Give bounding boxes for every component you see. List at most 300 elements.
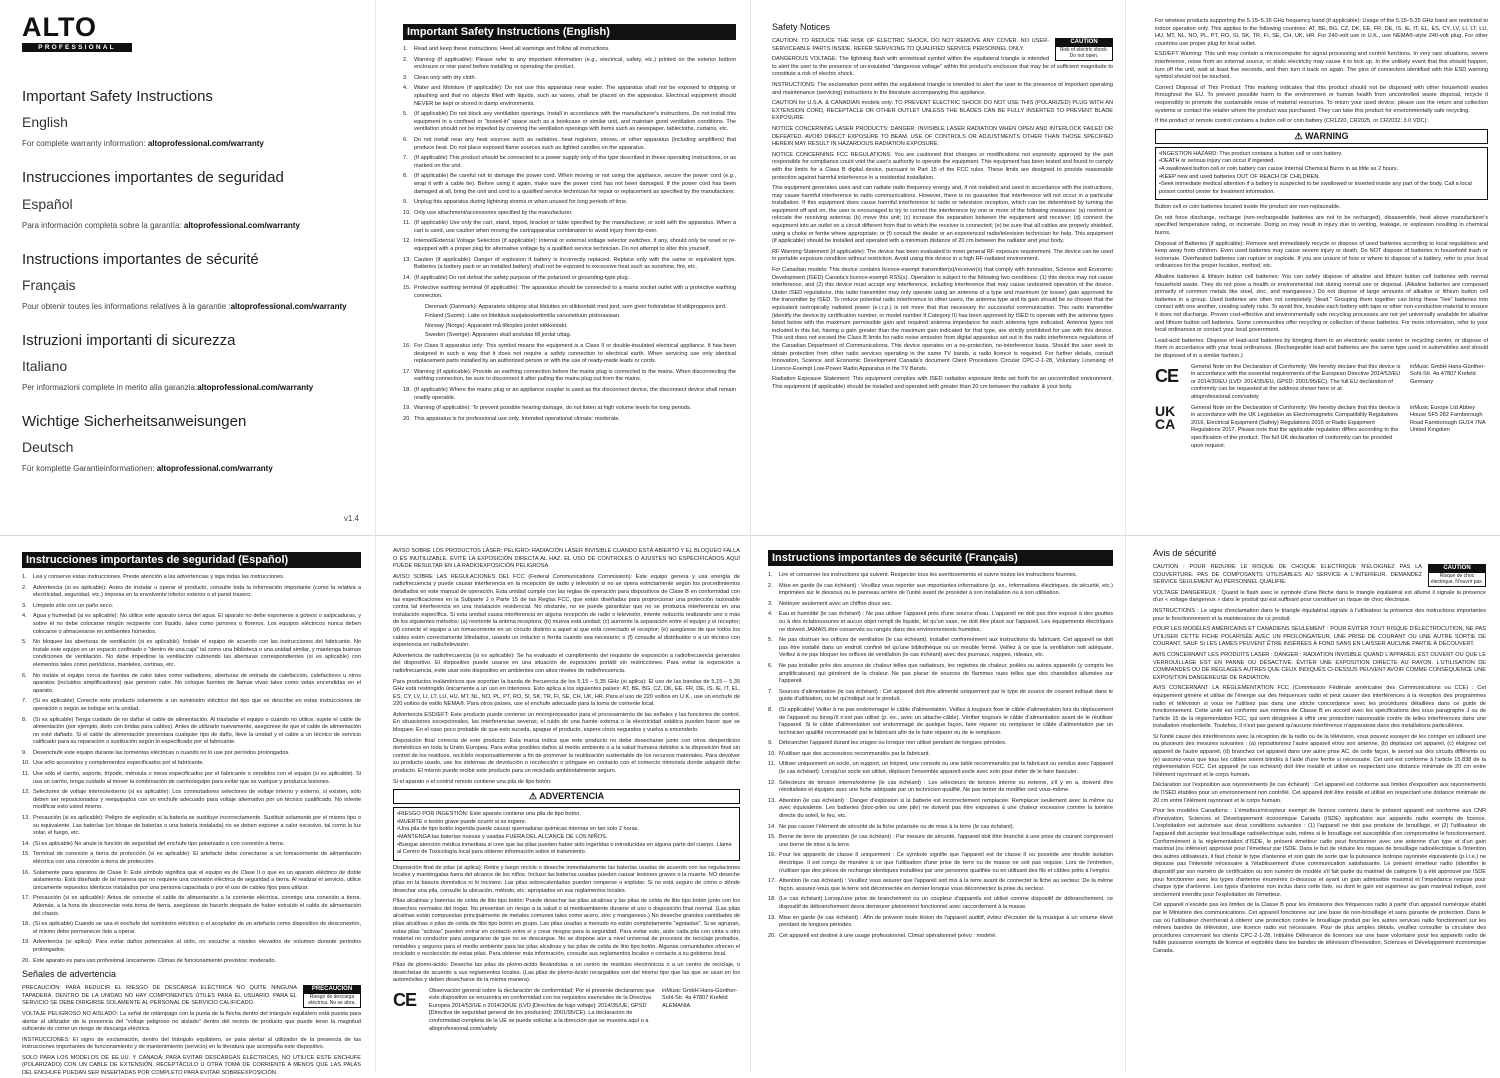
section-title: Safety Notices <box>772 22 831 32</box>
item-text: Borne de terre de protection (le cas échéant) : Par mesure de sécurité, l'appareil doit être branché à une prise de courant comprenant une borne de mise à la terre. <box>779 834 1113 848</box>
warranty-line <box>22 463 357 475</box>
warning-box-title: ⚠ ADVERTENCIA <box>393 789 740 804</box>
paragraph: Alkaline batteries & lithium button cell batteries: You can safely dispose of alkaline and lithium button cell batteries with normal household waste. They do not pose a health or environmental risk during normal use or disposal. (Alkaline batteries are composed primarily of common metals like steel, zinc, and manganese.) Do not dispose of large amounts of alkaline or lithium button cell batteries in a group. Used batteries are often not completely "dead." Grouping them together can bring these "live" batteries into contact with one another, creating safety risks. To avoid this, insulate each battery with tape or other non-conductive material to ensure it does not discharge. Proven cost-effective and environmentally safe recycling processes are not yet universally available for alkaline and lithium button cell batteries. Some communities offer recycling or collection of these batteries. For more information, refer to your local ordinances or contact your local government. <box>1155 274 1488 334</box>
item-text: Sources d'alimentation (le cas échéant) : Cet appareil doit être alimenté uniquement par le type de source de courant indiqué dans le guide d'utilisation, ou tel qu'indiqué sur le produit. <box>779 688 1113 703</box>
warning-item: • Busque atención médica inmediata si cree que las pilas pueden haber sido ingeridas o introducidas en alguna parte del cuerpo. Llame al Centro de Toxicología local para obtener información sobre el tratamiento. <box>397 842 736 857</box>
paragraph: INSTRUCTIONS : Le signe d'exclamation dans le triangle équilatéral signale à l'utilisateur la présence des instructions importantes pour le fonctionnement et la maintenance de ce produit. <box>1153 607 1486 622</box>
paragraph: CAUTION: TO REDUCE THE RISK OF ELECTRIC SHOCK, DO NOT REMOVE ANY COVER. NO USER-SERVICEABLE PARTS INSIDE. REFER SERVICING TO QUALIFIED SERVICE PERSONNEL ONLY. <box>772 38 1049 52</box>
item-number: 18. <box>768 896 776 903</box>
item-number: 20. <box>403 415 411 422</box>
logo-sub-text: PROFESSIONAL <box>22 43 132 52</box>
list-item <box>403 46 736 54</box>
item-number: 8. <box>768 706 773 713</box>
warranty-line <box>22 382 357 394</box>
paragraph: Para productos inalámbricos que soportan la banda de frecuencia de los 5,15 – 5,35 GHz (si aplica): El uso de las bandas de 5,15 – 5,35 GHz está restringido únicamente a un uso en interiores. Esto aplica a los siguientes países: AT, BE, BG, CZ, DK, EE, FR, DE, IS, IE, IT, EL, ES, CY, LV, LI, LT, LU, HU, MT, NL, NO, PL, PT, RO, SI, SK, TR, FI, SE, CH, UK, HR. Para el uso de 220 voltios en U.K., use un enchufe de 220 voltios de estilo NEMA®. Para otros países, use el enchufe adecuado para la toma de corriente local. <box>393 678 740 708</box>
item-number: 20. <box>22 957 30 964</box>
item-text: For Class II apparatus only: This symbol means the equipment is a Class II or double-insulated electrical appliance. It has been designed in such a way that it does not require a safety connection to electrical earth. When servicing use only identical replacement parts installed by an authorized person or with the use of ready-made leads or cords. <box>414 343 736 365</box>
item-text: (If applicable) Use only the cart, stand, tripod, bracket or table specified by the manufacturer, or sold with the apparatus. When a cart is used, use caution when moving the cart/apparatus combination to avoid injury from tip-over. <box>414 220 736 234</box>
warranty-link[interactable]: altoprofessional.com/warranty <box>197 383 314 392</box>
language-title: Istruzioni importanti di sicurezza <box>22 331 236 349</box>
language-block <box>22 332 357 394</box>
caution-label <box>303 985 361 1008</box>
item-number: 14. <box>403 274 411 281</box>
warning-item: • INGESTION HAZARD: This product contains a button cell or coin battery. <box>1159 151 1484 159</box>
item-number: 1. <box>22 574 27 580</box>
paragraph: For wireless products supporting the 5.15–5.35 GHz frequency band (if applicable): Usage of the 5.15–5.35 GHz band are restricted to indoor operation only. This applies to the following countries: AT, BE, BG, CZ, DK, EE, FR, DE, IS, IE, IT, EL, ES, CY, LV, LI, LT, LU, HU, MT, NL, NO, PL, PT, RO, SI, SK, TR, FI, SE, CH, UK, HR. For 240-volt use in U.K., use NEMA®-style 240-volt plug. For other countries use proper plug for local outlet. <box>1155 18 1488 47</box>
language-title: Wichtige Sicherheitsanweisungen <box>22 413 247 430</box>
battery-disposal-paragraphs <box>1155 204 1488 360</box>
list-item <box>403 257 736 272</box>
list-item <box>22 939 361 954</box>
item-text: (If applicable) Do not defeat the safety purpose of the polarized or grounding-type plug. <box>414 274 630 281</box>
item-text: Warning (if applicable): To prevent possible hearing damage, do not listen at high volume levels for long periods. <box>414 405 692 412</box>
warning-box <box>393 807 740 861</box>
item-text: (Si applicable) Veiller à ne pas endommager le câble d'alimentation. Veillez à toujours fixer le câble d'alimentation lors du déplacement de l'appareil ou lorsqu'il n'est pas utilisé (p. ex., avec un attache-câble). Vérifier toujours le câble d'alimentation avant de le réutiliser l'appareil. Si le câble d'alimentation est endommagé de quelque façon, faire réparer ou remplacer le câble d'alimentation par un technicien qualifié recommandé par le fabricant afin de le faire réparer ou de le remplacer. <box>779 706 1113 736</box>
item-number: 15. <box>768 834 776 841</box>
warning-item: • MANTENGA las baterías nuevas y usadas FUERA DEL ALCANCE DE LOS NIÑOS. <box>397 834 736 842</box>
english-instruction-list <box>403 46 736 423</box>
language-name: Italiano <box>22 358 68 374</box>
country-note: Finland (Suomi): Laite on liitettävä suojakoskettimilla varustettuun pistorasiaan. <box>425 313 621 320</box>
item-text: Ne pas installer près des sources de chaleur telles que radiateurs, les registres de chaleur, poêles ou autres appareils (y compris les amplificateurs) qui génèrent de la chaleur. Ne pas placer de sources de flammes nues telles que des chandelles allumées sur l'appareil. <box>779 662 1113 685</box>
paragraph: Déclaration sur l'exposition aux rayonnements (le cas échéant) : Cet appareil est conforme aux limites d'exposition aux rayonnements de l'ISED établies pour un environnement non contrôlé. Cet appareil doit être installé et utilisé en respectant une distance minimale de 20 cm entre l'élément rayonnant et le corps humain. <box>1153 782 1486 804</box>
item-number: 10. <box>22 760 30 767</box>
paragraph: Pilas de plomo-ácido: Deseche las pilas de plomo-ácido llevándolas a un centro de residuos electrónicos o a un centro de reciclaje, o deséchelas de acuerdo a sus reglamentos locales. (Las pilas de plomo-ácido recargables son del mismo tipo que las que se usan en los automóviles y deben desecharse de la misma manera). <box>393 961 740 984</box>
item-text: Mise en garde (le cas échéant) : Afin de prévenir toute lésion de l'appareil auditif, évitez d'écouter de la musique à un volume élevé pendant de longues périodes. <box>779 914 1113 929</box>
item-number: 4. <box>403 85 408 92</box>
item-text: (If applicable) Where the mains plug or an appliance coupler is used as the disconnect device, the disconnect device shall remain readily operable. <box>414 386 736 401</box>
language-title: Instrucciones importantes de seguridad <box>22 169 284 187</box>
list-item <box>22 717 361 747</box>
list-item <box>22 574 361 582</box>
paragraph: Pilas alcalinas y baterías de celda de litio tipo botón: Puede desechar las pilas alcalinas y las pilas de celda de litio tipo botón junto con los desechos normales del hogar. No presentan un riesgo a la salud o al medioambiente durante el uso o disposición final normal. (Las pilas alcalinas están compuestas principalmente de metales comunes tales como acero, zinc y manganeso.) No deseche grandes cantidades de pilas alcalinas o pilas de celda de litio tipo botón en grupo. Las pilas usadas a menudo no están completamente "agotadas". Si se agrupan, estas pilas "activas" pueden entrar en contacto entre sí y crear riesgos para la seguridad. Para evitar esto, aísle cada pila con cinta u otro material no conductor para asegurarse de que no se descargue. No se dispone aún a nivel universal de procesos de reciclaje probados, rentables y seguros para el medio ambiente para las pilas alcalinas y las pilas de celda de litio tipo botón. Algunas comunidades ofrecen el reciclado o recolección de estas pilas. Para obtener más información, consulte sus reglamentos locales o contacte a su gobierno local. <box>393 898 740 958</box>
paragraph: INSTRUCCIONES: El signo de exclamación, dentro del triángulo equilátero, se para alertar al utilizador de la presencia de las instrucciones importantes de funcionamiento y de mantenimiento (servicio) en la literatura que acompaña este dispositivo. <box>22 1036 361 1051</box>
item-text: (Si es aplicable) Conecte este producto solamente a un suministro eléctrico del tipo que se describe en estas instrucciones de operación o según se indique en la unidad. <box>33 698 361 712</box>
paragraph: NOTICE CONCERNING LASER PRODUCTS: DANGER: INVISIBLE LASER RADIATION WHEN OPEN AND INTERLOCK FAILED OR DEFEATED. AVOID DIRECT EXPOSURE TO BEAM. USE OF CONTROLS OR ADJUSTMENTS OTHER THAN THOSE SPECIFIED HEREIN MAY RESULT IN HAZARDOUS RADIATION EXPOSURE. <box>772 125 1113 148</box>
item-number: 5. <box>22 639 27 646</box>
item-number: 3. <box>768 600 773 607</box>
list-item <box>403 285 736 300</box>
list-item <box>768 583 1113 598</box>
item-text: Read and keep these instructions. Heed all warnings and follow all instructions. <box>414 46 610 52</box>
ce-declaration <box>393 988 740 1034</box>
item-number: 11. <box>22 771 30 778</box>
item-number: 12. <box>768 779 776 786</box>
paragraph: NOTICE CONCERNING FCC REGULATIONS: You are cautioned that changes or modifications not expressly approved by the part responsible for compliance could void the user's authority to operate the equipment. This equipment has been tested and found to comply with the limits for a Class B digital device, pursuant to Part 15 of the FCC rules. These limits are designed to provide reasonable protection against harmful interference in a residential installation. <box>772 151 1113 181</box>
item-number: 17. <box>768 878 776 885</box>
paragraph: Radiation Exposure Statement: This equipment complies with ISED radiation exposure limits set forth for an uncontrolled environment. This equipment (if applicable) should be installed and operated with greater than 20 cm between the radiator & your body. <box>772 376 1113 390</box>
list-item <box>403 111 736 134</box>
ce-declaration <box>1155 364 1488 402</box>
item-text: Nettoyer seulement avec un chiffon doux sec. <box>779 600 893 607</box>
language-block <box>22 88 357 150</box>
logo-main-text: ALTO <box>22 12 97 42</box>
ce-mark-icon: CE <box>1155 365 1179 386</box>
paragraph: PRECAUCIÓN: PARA REDUCIR EL RIESGO DE DESCARGA ELÉCTRICA NO QUITE NINGUNA TAPADERA. DENTRO DE LA UNIDAD NO HAY COMPONENTES ÚTILES PARA EL USUARIO. PARA EL SERVICIO SE DEBE DIRIGIRSE SOLAMENTE AL PERSONAL DE SERVICIO CALIFICADO. <box>22 985 297 1007</box>
item-number: 7. <box>403 155 408 162</box>
caution-label-title: CAUTION <box>1429 565 1485 573</box>
item-text: Utiliser uniquement un socle, un support, un trépied, une console ou une table recommandés par le fabricant ou vendus avec l'appareil (le cas échéant). Lorsqu'un socle est utilisé, déplacer l'ensemble appareil-socle avec soin pour éviter de le faire basculer. <box>779 761 1113 776</box>
item-number: 19. <box>22 939 30 946</box>
spanish-signals-text <box>22 985 361 1078</box>
paragraph: AVIS CONCERNANT LA RÉGLEMENTATION FCC (Commission Fédérale américaine des Communications ou CCE) : Cet équipement génère et utilise de l'énergie sur des fréquences radio et peut causer des interférences à la réception des programmes radio et télévision si vous ne l'utilisez pas dans une stricte concordance avec les procédures détaillées dans ce guide de fonctionnement. Cette unité est conforme aux normes de Classe B en accord avec les spécifications des sous paragraphe J ou de l'article 15 de la réglementation FCC, qui sont désignées à offrir une protection raisonnable contre de telles interférences dans une installation résidentielle. Toutefois, il n'est pas garanti qu'aucune interférence n'apparaisse dans des installations particulières. <box>1153 685 1486 730</box>
paragraph: RF Warning Statement (if applicable): The device has been evaluated to meet general RF exposure requirement. The device can be used in portable exposure condition without restriction. Avoid using this device in a high RF-radiated environment. <box>772 248 1113 263</box>
item-text: Este aparato es para uso profesional únicamente. Climas de funcionamiento previstos: moderado. <box>33 957 277 964</box>
item-number: 13. <box>768 797 776 804</box>
paragraph: Do not force discharge, recharge (non-rechargeable batteries are not to be recharged), disassemble, heat above manufacturer's specified temperature rating, or incinerate. Doing so may result in injury due to venting, leakage, or explosion resulting in chemical burns. <box>1155 214 1488 237</box>
item-text: This apparatus is for professional use only. Intended operational climate: moderate. <box>414 415 621 422</box>
caution-label-body: Risque de choc électrique. N'ouvrir pas. <box>1430 572 1484 586</box>
item-text: Lire et conserver les instructions qui suivent. Respecter tous les avertissements et suivre toutes les instructions fournies. <box>779 572 1078 578</box>
item-text: Ne pas casser l'élément de sécurité de la fiche polarisée ou de mise à la terre (le cas échéant). <box>779 823 1015 830</box>
paragraph: INSTRUCTIONS: The exclamation point within the equilateral triangle is intended to alert the user to the presence of important operating and maintenance (servicing) instructions in the literature accompanying this appliance. <box>772 81 1113 96</box>
item-text: Use sólo accesorios y complementos especificados por el fabricante. <box>33 760 205 767</box>
country-note: Denmark (Danmark): Apparatets stikprop skal tilsluttes en stikkontakt med jord, som giver forbindelse til stikproppens jord. <box>425 303 727 310</box>
item-text: Internal/External Voltage Selectors (if applicable): Internal or external voltage selector switches, if any, should only be reset or re-equipped with a proper plug for alternative voltage by a qualified service technician. Do not attempt to alter this yourself. <box>414 238 736 253</box>
list-item <box>403 85 736 108</box>
notices-paragraphs <box>772 38 1113 392</box>
item-number: 9. <box>403 199 408 206</box>
warranty-text: For complete warranty information: <box>22 139 148 149</box>
item-number: 15. <box>403 285 411 292</box>
paragraph: Pour les modèles Canadiens : L'émetteur/récepteur exempt de licence contenu dans le présent appareil est conforme aux CNR d'Innovation, Sciences et Développement économique Canada (ISDE) applicables aux appareils radio exempts de licence. L'exploitation est autorisée aux deux conditions suivantes : (1) l'appareil ne doit pas produire de brouillage, et (2) l'utilisateur de l'appareil doit accepter tout brouillage radioélectrique subi, même si le brouillage est susceptible d'en compromettre le fonctionnement. Conformément à la réglementation d'ISDE, le présent émetteur radio peut fonctionner avec une antenne d'un type et d'un gain maximal (ou inférieur) approuvé pour l'émetteur par ISDE. Dans le but de réduire les risques de brouillage radioélectrique à l'intention des autres utilisateurs, il faut choisir le type d'antenne et son gain de sorte que la puissance isotrope rayonnée équivalente (p.i.r.e.) ne dépasse pas l'intensité nécessaire à l'établissement d'une communication satisfaisante. Le présent émetteur radio (identifier le dispositif par son numéro de certification ou son numéro de modèle s'il fait partie du matériel de catégorie I) a été approuvé par ISDE pour fonctionner avec les types d'antenne énumérés ci-dessous et ayant un gain admissible maximal et l'impédance requise pour chaque type d'antenne. Les types d'antenne non inclus dans cette liste, ou dont le gain est supérieur au gain maximal indiqué, sont strictement interdits pour l'exploitation de l'émetteur. <box>1153 808 1486 898</box>
item-number: 6. <box>768 662 773 669</box>
item-number: 3. <box>403 74 408 81</box>
warning-item: • A swallowed button cell or coin battery can cause Internal Chemical Burns in as little as 2 hours. <box>1159 166 1484 174</box>
warranty-text: Für komplette Garantieinformationen: <box>22 464 157 474</box>
ce-declaration-text: Observación general sobre la declaración de conformidad: Por el presente declaramos que este dispositivo se encuentra en conformidad con los requisitos esenciales de la Directiva Europea 2014/53/UE o 2014/30/UE (LVD [Directiva de bajo voltaje]: 2014/35/UE; GPSD [Directiva de seguridad general de los productos]: 2001/95/CE). La declaración de conformidad completa de la UE se puede solicitar a la dirección que se muestra aquí o a altoprofessional.com/safety <box>429 987 655 1032</box>
list-item <box>22 760 361 768</box>
paragraph: Disposición final correcta de este producto: Esta marca indica que este producto no debe desecharse junto con otros desperdicios domésticos en toda la Unión Europea. Para evitar posibles daños al medio ambiente o a la salud humana debidos a la disposición final sin control de los residuos, recíclelo responsablemente a fin de promover la reutilización sustentable de los recursos materiales. Para devolver su producto usado, use los sistemas de devolución o recolección o póngase en contacto con el comercio minorista donde adquirió dicho producto. El mismo puede recibir este producto para un reciclado ambientalmente seguro. <box>393 737 740 775</box>
warranty-link[interactable]: altoprofessional.com/warranty <box>183 220 300 230</box>
item-text: Only use attachment/accessories specified by the manufacturer. <box>414 209 573 216</box>
warning-box <box>1155 147 1488 201</box>
item-text: (If applicable) Do not block any ventilation openings. Install in accordance with the manufacturer's instructions. Do not install this equipment in a confined or "boxed-in" space such as a bookcase or similar unit, and maintain good ventilation conditions. The ventilation should not be impeded by covering the ventilation openings with items such as newspaper, tablecloths, curtains, etc. <box>414 111 736 133</box>
caution-label-body: Riesgo de descarga eléctrica. No se abra. <box>308 993 356 1007</box>
paragraph: Cet appareil n'excède pas les limites de la Classe B pour les émissions des fréquences radio à partir d'un appareil numérique établit par le Ministère des communications. Cet appareil fonctionne sur une base de non-brouillage et sans garantie de protection. Dans le cas où l'utilisateur chercherait à obtenir une protection contre le brouillage produit par les autres services radio fonctionnant sur les mêmes bandes de télévision, une licence radio est nécessaire. Pour de plus amples détails, veuillez consulter la circulaire des procédures concernant les clients CPC-2-1-28, Intitulée Délivrance de licences sur une base volontaire pour les appareils radio de faible puissance exempts de licence et exploités dans les bandes de télévision d'Innovation, Sciences et Développement économique Canada. <box>1153 902 1486 954</box>
item-text: Solamente para aparatos de Clase II: Este símbolo significa que el equipo es de Clase II o que es un aparato eléctrico de doble aislamiento. Está diseñado de tal manera que no requiere una conexión eléctrica de seguridad a tierra. Al realizar el servicio, utilice únicamente repuestos idénticos instalados por una persona capacitada o por el uso de cables fijos para utilizar. <box>33 869 361 891</box>
item-number: 14. <box>22 840 30 847</box>
item-number: 7. <box>22 698 27 705</box>
item-number: 1. <box>768 572 773 578</box>
french-notices-text <box>1153 564 1486 956</box>
paragraph: Advertencia ESD/EFT: Este producto puede contener un microprocesador para el procesamiento de las señales y las funciones de control. En situaciones excepcionales, las interferencias severas, el ruido de una fuente externa o la electricidad estática pueden hacer que se bloquee. En el caso poco probable de que esto suceda, apague el producto, espere cinco segundos y vuelva a encenderlo. <box>393 711 740 734</box>
item-text: Precaución (si es aplicable): Antes de conectar el cable de alimentación a la corriente eléctrica, conmigo una conexión a tierra. Además, a la hora de desconectar esta toma de tierra, asegúrese de hacerlo después de haber extraído el cable de alimentación del chasis. <box>33 895 361 917</box>
list-item <box>22 613 361 636</box>
paragraph: For Canadian models: This device contains licence-exempt transmitter(s)/receiver(s) that comply with Innovation, Science and Economic Development (ISED) Canada's licence-exempt RSS(s). Operation is subject to the following two conditions: (1) this device may not cause interference, and (2) this device must accept any interference, including interference that may cause undesired operation of the device. Under ISED regulations, this radio transmitter may only operate using an antenna of a type and maximum (or lesser) gain approved for the transmitter by ISED. To reduce potential radio interference to other users, the antenna type and its gain should be so chosen that the equivalent isotropically radiated power (e.i.r.p.) is not more that that necessary for successful communication. This radio transmitter (identify the device by certification number, or model number if Category II) has been approved by ISED to operate with the antenna types listed below with the maximum permissible gain and required antenna impedance for each antenna type indicated. Antenna types not included in this list, having a gain greater than the maximum gain indicated for that type, are strictly prohibited for use with this device. This unit does not exceed the Class B limits for radio noise emission from digital apparatus set out in the radio interference regulations of the Canadian Department of Communications. This device operates on a no-protection, no-interference basis. Should the user seek to obtain protection from other radio services operating in the same TV bands, a radio licence is required. For further details, consult Innovation, Science and Economic Development Canada's document Client Procedures Circular CPC-2-1-28, Voluntary Licensing of Licence-Exempt Low-Power Radio Apparatus in the TV Bands. <box>772 267 1113 372</box>
warning-item: • KEEP new and used batteries OUT OF REACH OF CHILDREN. <box>1159 174 1484 182</box>
list-item <box>22 789 361 812</box>
list-item <box>22 851 361 866</box>
item-number: 18. <box>22 921 30 928</box>
ukca-declaration <box>1155 402 1488 451</box>
ukca-mark-icon: UK CA <box>1155 402 1176 432</box>
item-number: 11. <box>403 220 411 227</box>
warranty-text: Pour obtenir toutes les informations relatives à la garantie : <box>22 301 231 311</box>
item-number: 9. <box>22 749 27 756</box>
paragraph: This equipment generates uses and can radiate radio frequency energy and, if not installed and used in accordance with the instructions, may cause harmful interference to radio communications. However, there is no guarantee that interference will not occur in a particular installation. If this equipment does cause harmful interference to radio or television reception, which can be determined by turning the equipment off and on, the user is encouraged to try to correct the interference by one or more of the following measures: (a) reorient or relocate the receiving antenna; (b) move this unit; (c) increase the separation between the equipment and receiver; (d) connect the equipment into an outlet on a circuit different from that to which the receiver is connected; (e) be sure that all cables are properly shielded, using a choke or ferrite where appropriate; or (f) consult the dealer or an experienced radio/television technician for help. This equipment (if applicable) should be installed and operated with a minimum distance of 20 cm between the radiator and your body. <box>772 185 1113 245</box>
ce-address: inMusic GmbH Hans-Günther-Sohl-Str. 4a 47807 Krefeld ALEMANIA <box>662 987 738 1009</box>
list-item <box>22 958 361 966</box>
item-number: 1. <box>403 46 408 52</box>
list-item <box>403 57 736 72</box>
list-item <box>768 740 1113 748</box>
paragraph: Si l'unité cause des interférences avec la réception de la radio ou de la télévision, vous pouvez essayer de les corriger en utilisant une ou plusieurs des mesures suivantes : (a) repositionnez l'autre appareil et/ou son antenne, (b) déplacez cet appareil, (c) éloignez cet appareil de l'autre appareil, (d) branchez cet appareil dans une autre prise AC, de cette façon, le seront sur des circuits différents ou (e) assurez-vous que tous les câbles soient blindés à l'aide d'une ferrite si nécessaire. Cet unit est conforme à l'article 15.838 de la réglementation FCC. Cet appareil (le cas échéant) doit être installé et utilisé en respectant une distance minimale de 20 cm entre l'élément rayonnant et le corps humain. <box>1153 733 1486 778</box>
item-number: 6. <box>22 672 27 679</box>
spanish-notice-paragraphs <box>393 548 740 786</box>
section-title: Señales de advertencia <box>22 969 117 980</box>
item-number: 13. <box>403 256 411 263</box>
item-text: Protective earthing terminal (if applicable): The apparatus should be connected to a mains socket outlet with a protective earthing connection. <box>414 285 736 300</box>
item-number: 2. <box>403 56 408 63</box>
french-instructions-panel <box>750 536 1125 1073</box>
language-name: Español <box>22 195 73 212</box>
list-item <box>768 780 1113 795</box>
item-text: Attention (le cas échéant) : Danger d'explosion si la batterie est incorrectement remplacée. Remplacer seulement avec la même ou avec équivalente. Les batteries (bloc-piles ou une pile) ne doivent pas être exposées à une chaleur excessive comme la lumière directe du soleil, le feu, etc. <box>779 797 1113 820</box>
warranty-link[interactable]: altoprofessional.com/warranty <box>147 139 264 149</box>
item-text: Do not install near any heat sources such as radiators, heat registers, stoves, or other apparatus (including amplifiers) that produce heat. Do not place exposed flame sources such as lighted candles on the apparatus. <box>414 136 736 151</box>
item-text: Warning (if applicable): Provide an earthing connection before the mains plug is connected to the mains. When disconnecting the earthing connection, be sure to disconnect it after pulling the mains plug out from the mains. <box>414 368 736 383</box>
item-text: Ne pas obstruer les orifices de ventilation (le cas échéant). Installer conformément aux instructions du fabricant. Cet appareil ne doit pas être installé dans un endroit confiné tel qu'une bibliothèque ou un meuble fermé. Veillez à ce que la ventilation soit adéquate. Veillez à ne pas bloquer les orifices de ventilation (le cas échéant) avec des journaux, nappes, rideaux, etc. <box>779 637 1113 659</box>
list-item <box>768 601 1113 609</box>
item-number: 2. <box>768 582 773 589</box>
list-item <box>22 870 361 893</box>
version-label: v1.4 <box>343 514 359 523</box>
item-number: 7. <box>768 688 773 695</box>
item-text: Débrancher l'appareil durant les orages ou lorsque non utilisé pendant de longues périodes. <box>779 740 1007 747</box>
item-number: 14. <box>768 823 776 830</box>
item-text: N'utiliser que des accessoires recommandés par le fabricant. <box>779 750 930 757</box>
section-header: Important Safety Instructions (English) <box>403 24 736 40</box>
item-number: 10. <box>768 750 776 757</box>
item-number: 19. <box>403 405 411 412</box>
item-number: 15. <box>22 851 30 858</box>
list-item <box>768 707 1113 737</box>
paragraph: VOLTAJE PELIGROSO NO AISLADO: La señal de relámpago con la punta de la flecha dentro del triángulo equilátero está puesta para alertar al utilizador de la presencia del "voltaje peligroso no aislado" dentro del recinto de producto que puede tener la magnitud suficiente de correr un riesgo de descarga eléctrica. <box>22 1010 361 1033</box>
list-item <box>403 275 736 283</box>
list-item <box>22 750 361 758</box>
list-item <box>768 751 1113 759</box>
list-item <box>768 761 1113 776</box>
list-item <box>22 771 361 786</box>
country-note: Norway (Norge): Apparatet må tilkoples jordet stikkontakt. <box>425 322 568 329</box>
list-item <box>403 369 736 384</box>
list-item <box>403 210 736 218</box>
item-text: Advertencia (si es aplicable): Antes de instalar u operar el producto, consulte toda la información importante (como la relativa a electricidad, seguridad, etc.) impresa en la envolvente inferior exterior o el panel trasero. <box>33 584 361 599</box>
paragraph: AVISO SOBRE LAS REGULACIONES DEL FCC (Federal Communications Commission): Este equipo genera y usa energía de radiofrecuencia y puede causar interferencia en la recepción de radio y televisión si no se opera estrictamente según los procedimientos detallados en este manual de operación. Esta unidad cumple con las reglas de operación para dispositivos de Clase B en conformidad con las especificaciones en la Subparte J o Parte 15 de las Reglas FCC, que están diseñadas para proporcionar una protección razonable contra tal interferencia en una instalación residencial. No obstante, no se puede garantizar que no se produzca interferencia en una instalación específica. Si esta unidad causa interferencia en alguna recepción de radio o televisión, intente reducirla realizando uno o más de los siguientes métodos: (a) reoriente la antena receptora; (b) mueva esta unidad; (c) aumente la separación entre el equipo y el receptor; (d) conecte el equipo a un tomacorriente en un circuito distinto a aquel al que está conectado el receptor; (e) asegúrese de que todos los cables estén correctamente blindados, usando un inductor o ferrita cuando sea necesario; o (f) consulte al distribuidor o a un técnico con experiencia en radio/televisión. <box>393 573 741 649</box>
list-item <box>403 137 736 152</box>
country-earthing-list <box>425 304 736 340</box>
item-number: 8. <box>403 173 408 180</box>
spanish-instruction-list <box>22 574 361 965</box>
warranty-line <box>22 301 357 313</box>
item-text: Terminal de conexión a tierra de protección (si es aplicable): El artefacto debe conectarse a un tomacorriente de alimentación eléctrica con una conexión a tierra de protección. <box>33 851 361 865</box>
paragraph: Disposal of Batteries (if applicable): Remove and immediately recycle or dispose of used batteries according to local regulations and keep away from children. Even used batteries may cause severe injury or death. Do NOT dispose of batteries in household trash or incinerate. Overheated batteries can rupture or explode. If you are unsure of how or where to dispose of a battery, refer to your local ordinances for the proper location, method, etc. <box>1155 240 1488 270</box>
item-text: Cet appareil est destiné à une usage professionnel. Climat opérationnel prévu : modéré. <box>779 932 997 939</box>
list-item <box>22 673 361 696</box>
paragraph: AVIS CONCERNANT LES PRODUITS LASER : DANGER : RADIATION INVISIBLE QUAND L'APPAREIL EST OUVERT OU QUE LE VERROUILLAGE EST EN PANNE OU DÉSACTIVÉ. ÉVITER UNE EXPOSITION DIRECTE AU RAYON. L'UTILISATION DE COMMANDES OU DE RÉGLAGES AUTRES QUE CEUX INDIQUÉS CI-DESSUS PEUVENT AVOIR COMME CONSÉQUENCE UNE EXPOSITION DANGEREUSE DE RADIATION. <box>1153 651 1486 681</box>
item-text: Water and Moisture (if applicable): Do not use this apparatus near water. The apparatus shall not be exposed to dripping or splashing and that no objects filled with liquids, such as vases, shall be placed on the apparatus. Electrical equipment should NEVER be kept or stored in damp environments. <box>414 85 736 107</box>
language-name: Deutsch <box>22 439 74 456</box>
paragraph: CAUTION for U.S.A. & CANADIAN models only: TO PREVENT ELECTRIC SHOCK DO NOT USE THIS (POLARIZED) PLUG WITH AN EXTENSION CORD, RECEPTACLE OR OTHER OUTLET UNLESS THE BLADES CAN BE FULLY INSERTED TO PREVENT BLADE EXPOSURE. <box>772 100 1113 122</box>
item-text: Use sólo el carrito, soporte, trípode, ménsula o mesa especificados por el fabricante o vendidos con el equipo (si es aplicable). Si usa un carrito, tenga cuidado al mover la combinación de carrito/equipo para evitar que se vuelque y produzca lesiones. <box>33 771 361 785</box>
warranty-line <box>22 220 357 232</box>
item-number: 16. <box>768 852 776 859</box>
list-item <box>403 238 736 253</box>
item-number: 16. <box>22 869 30 876</box>
item-number: 20. <box>768 932 776 939</box>
item-text: Caution (if applicable): Danger of explosion if battery is incorrectly replaced. Replace only with the same or equivalent type. Batteries (a battery pack or an installed battery) shall not be exposed to excessive heat such as sunshine, fire, etc. <box>414 256 736 271</box>
list-item <box>768 915 1113 930</box>
language-title: Instructions importantes de sécurité <box>22 250 259 268</box>
warranty-link[interactable]: altoprofessional.com/warranty <box>230 301 347 311</box>
section-header: Instructions importantes de sécurité (Français) <box>768 550 1113 566</box>
caution-label-body: Risk of electric shock. Do not open. <box>1059 46 1109 60</box>
list-item <box>403 199 736 207</box>
paragraph: ESD/EFT Warning: This unit may contain a microcomputer for signal processing and control functions. In very rare situations, severe interference, noise from an external source, or static electricity may cause it to lock up. In the unlikely event that this should happen, turn off the unit, wait at least five seconds, and then turn it back on again. The pins of connectors identified with this ESD warning symbol should not be touched. <box>1155 51 1488 81</box>
language-block <box>22 169 357 231</box>
warning-item: • DEATH or serious injury can occur if ingested. <box>1159 158 1484 166</box>
list-item <box>22 603 361 611</box>
paragraph: Correct Disposal of This Product: This marking indicates that this product should not be disposed with other household wastes throughout the EU. To prevent possible harm to the environment or human health from uncontrolled waste disposal, recycle it responsibly to promote the sustainable reuse of material resources. To return your used device, please use the return and collection systems or contact the retailer where the product was purchased. They can take this product for environmentally safe recycling. <box>1155 84 1488 114</box>
list-item <box>403 75 736 83</box>
item-text: (Si es aplicable) Cuando se usa el enchufe del suministro eléctrico o el acoplador de un artefacto como dispositivo de desconexión, el mismo debe permanecer listo a operar. <box>33 921 361 935</box>
language-block <box>22 251 357 313</box>
list-item <box>768 689 1113 704</box>
item-text: (Si es aplicable) Tenga cuidado de no dañar el cable de alimentación. Al trasladar el equipo o cuando no utilice, sujete el cable de alimentación (por ejemplo, átelo con bridas para cables). Antes de utilizarlo nuevamente, asegúrese de que el cable de alimentación no esté dañado. Si el cable de alimentación presentara cualquier tipo de daño, lleve la unidad y el cable a un técnico de servicio calificado para su reparación o sustitución según lo especificado por el fabricante. <box>33 716 361 746</box>
item-number: 8. <box>22 716 27 723</box>
list-item <box>22 698 361 713</box>
paragraph: SOLO PARA LOS MODELOS DE EE.UU. Y CANADÁ: PARA EVITAR DESCARGAS ELÉCTRICAS, NO UTILICE ESTE ENCHUFE (POLARIZADO) CON UN CABLE DE EXTENSIÓN, RECEPTÁCULO U OTRA TOMA DE CORRIENTE A MENOS QUE LAS PALAS DEL ENCHUFE PUEDAN SER INSERTADAS POR COMPLETO PARA EVITAR SOBREEXPOSICIÓN. <box>22 1054 361 1077</box>
list-item <box>768 933 1113 941</box>
section-title: Avis de sécurité <box>1153 548 1217 558</box>
list-item <box>22 841 361 849</box>
item-number: 5. <box>403 111 408 118</box>
list-item <box>22 815 361 838</box>
list-item <box>768 572 1113 580</box>
item-number: 2. <box>22 584 27 591</box>
item-text: Lea y conserve estas instrucciones. Preste atención a las advertencias y siga todas las instrucciones. <box>33 574 285 580</box>
paragraph: DANGEROUS VOLTAGE: The lightning flash with arrowhead symbol within the equilateral triangle is intended to alert the user to the presence of un-insulated "dangerous voltage" within the product's enclosure that may be of sufficient magnitude to constitute a risk of electric shock. <box>772 56 1113 78</box>
item-text: Precaución (si es aplicable): Peligro de explosión si la batería se sustituye incorrectamente. Sustituir solamente por el mismo tipo o su equivalente. Las baterías (un bloque de baterías o una batería instalada) no se deben exponer a calor excesivo, tal como la luz solar, el fuego, etc. <box>33 815 361 837</box>
compliance-panel <box>1125 0 1500 536</box>
english-instructions-panel <box>375 0 750 536</box>
alto-logo <box>22 14 132 52</box>
warning-item: • Una pila de tipo botón ingerida puede causar quemaduras químicas internas en tan solo 2 horas. <box>397 826 736 834</box>
list-item <box>768 637 1113 660</box>
french-notice-paragraphs <box>1153 564 1486 956</box>
item-number: 9. <box>768 740 773 747</box>
list-item <box>22 585 361 600</box>
item-number: 4. <box>22 613 27 620</box>
list-item <box>403 405 736 413</box>
item-number: 17. <box>403 368 411 375</box>
item-number: 18. <box>403 386 411 393</box>
warranty-link[interactable]: altoprofessional.com/warranty <box>156 464 273 474</box>
wireless-paragraphs <box>1155 18 1488 126</box>
french-notices-panel <box>1125 536 1500 1073</box>
item-text: Desenchufe este equipo durante las tormentas eléctricas o cuando no lo use por períodos prolongados. <box>33 749 290 756</box>
warning-item: • Seek immediate medical attention if a battery is suspected to be swallowed or inserted inside any part of the body. Call a local poison control center for treatment information. <box>1159 181 1484 196</box>
section-header: Instrucciones importantes de seguridad (Español) <box>22 552 361 568</box>
paragraph: Advertencia de radiofrecuencia (si es aplicable): Se ha evaluado el cumplimiento del requisito de exposición a radiofrecuencia generales del dispositivo. El dispositivo puede usarse en una situación de exposición portátil sin restricciones. Para evitar la exposición a radiofrecuencia, evite usar este dispositivo en ambientes con altos niveles de radiofrecuencia. <box>393 652 740 674</box>
caution-label-title: PRECAUCIÓN <box>304 986 360 994</box>
spanish-notices-panel <box>375 536 750 1073</box>
list-item <box>403 155 736 170</box>
warning-item: • RIESGO POR INGESTIÓN: Este aparato contiene una pila de tipo botón. <box>397 811 736 819</box>
item-number: 6. <box>403 136 408 143</box>
item-number: 5. <box>768 637 773 644</box>
list-item <box>403 387 736 402</box>
list-item <box>768 878 1113 893</box>
caution-label-title: CAUTION <box>1056 39 1112 47</box>
list-item <box>403 220 736 235</box>
country-note: Sweden (Sverige): Apparaten skall anslutas till jordat uttag. <box>425 332 572 339</box>
caution-label <box>1428 564 1486 587</box>
item-number: 16. <box>403 343 411 349</box>
paragraph: Disposición final de pilas (si aplica): Retire y luego recicle o deseche inmediatamente las baterías usadas de acuerdo con las regulaciones locales y manténgalas fuera del alcance de los niños. Incluso las baterías usadas pueden causar lesiones graves o la muerte. NO deseche pilas en la basura doméstica ni lo incinere. Las pilas sobrecalentadas pueden romperse o explotar. Si no está seguro de cómo o dónde desechar una pila, consulte la ubicación, método, etc. apropiados en sus reglamentos locales. <box>393 864 740 894</box>
list-item <box>768 824 1113 832</box>
list-item <box>768 896 1113 911</box>
item-number: 19. <box>768 914 776 921</box>
ce-mark-icon: CE <box>393 989 417 1010</box>
ce-declaration-text: General Note on the Declaration of Conformity: We hereby declare that this device is in accordance with the essential requirements of the European Directive 2014/53/EU or 2014/30/EU (LVD: 2014/35/EU, GPSD: 2001/95/EC). The full EU declaration of conformity can be requested at the address shown here or at altoprofessional.com/safety <box>1191 363 1401 400</box>
paragraph: VOLTAGE DANGEREUX : Quand le flash avec le symbole d'une flèche dans le triangle équilatéral est allumé il signale la présence d'un « voltage dangereux » dans le produit qui est suffisant pour constituer un risque de choc électrique. <box>1153 589 1486 604</box>
item-text: Warning (if applicable): Please refer to any important information (e.g., electrical, safety, etc.) printed on the exterior bottom enclosure or rear panel before installing or operating the product. <box>414 56 736 71</box>
list-item <box>403 343 736 366</box>
warranty-text: Para información completa sobre la garantía: <box>22 220 184 230</box>
item-text: (If applicable) Be careful not to damage the power cord. When moving or not using the appliance, secure the power cord (e.g., wrap it with a cable tie). Before using it again, make sure the power cord has not been damaged. If the power cord has been damaged at all, bring the unit and cord to a qualified service technician for repair or replacement as specified by the manufacturer. <box>414 173 736 195</box>
list-item <box>768 611 1113 634</box>
item-number: 11. <box>768 761 776 768</box>
item-text: Límpielo sólo con un paño seco. <box>33 602 114 609</box>
item-text: Attention (le cas échéant) : Veuillez vous assurer que l'appareil soit mis à la terre avant de connecter la fiche au secteur. De la même façon, assurez-vous que la terre soit déconnectée en dernier lorsque vous déconnectez la prise du secteur. <box>779 878 1113 892</box>
item-number: 12. <box>22 789 30 796</box>
warranty-line <box>22 138 357 150</box>
item-text: No bloquee las aberturas de ventilación (si es aplicable). Instale el equipo de acuerdo con las instrucciones del fabricante. No instale este equipo en un espacio confinado o "dentro de una caja" tal como una biblioteca o una unidad similar, y mantenga buenas condiciones de ventilación. No debe impedirse la ventilación cubriendo las aberturas correspondientes (si es aplicable) con elementos tales como periódicos, manteles, cortinas, etc. <box>33 639 361 668</box>
item-text: Clean only with dry cloth. <box>414 74 477 81</box>
paragraph: Lead-acid batteries: Dispose of lead-acid batteries by bringing them to an electronic waste center or recycling center, or dispose of them in accordance with your local ordinances. (Rechargeable lead-acid batteries are the same type used in automobiles and should be disposed of in a similar fashion.) <box>1155 337 1488 359</box>
item-text: Selectores de voltaje interno/externo (si es aplicable): Los conmutadores selectores de voltaje interno y externo, si existen, sólo deben ser reposicionados y reequipados con un enchufe adecuado para voltaje alternativo por un técnico cualificado. No intente modificar esto usted mismo. <box>33 789 361 811</box>
item-number: 3. <box>22 602 27 609</box>
list-item <box>768 798 1113 821</box>
item-number: 17. <box>22 895 30 902</box>
paragraph: Button cell or coin batteries located inside the product are non-replaceable. <box>1155 204 1341 211</box>
list-item <box>22 895 361 918</box>
warning-item: • MUERTE o lesión grave puede ocurrir si se ingiere. <box>397 819 736 827</box>
paragraph: CAUTION : POUR REDUIRE LE RISQUE DE CHOQUE ELECTRIQUE N'ELOIGNEZ PAS LA COUVERTURE. PAS DE COMPOSANTS UTILISABLES AU SERVICE A L'INTERIEUR. DEMANDEZ SERVICE SEULEMENT AU PERSONNEL QUALIFIE. <box>1153 564 1422 586</box>
item-text: Unplug this apparatus during lightning storms or when unused for long periods of time. <box>414 199 628 206</box>
warning-box-title: ⚠ WARNING <box>1155 129 1488 144</box>
caution-label <box>1055 38 1113 61</box>
list-item <box>768 834 1113 849</box>
list-item <box>403 173 736 196</box>
list-item <box>403 416 736 424</box>
paragraph: Si el aparato o el control remoto contiene una pila de tipo botón: <box>393 778 552 785</box>
ce-address: inMusic GmbH Hans-Günther-Sohl-Str. 4a 47807 Krefeld Germany <box>1410 363 1486 385</box>
cover-panel <box>0 0 375 536</box>
list-item <box>22 639 361 669</box>
paragraph: If the product or remote control contains a button cell or coin battery (CR1220, CR2025, or CR2032; 3.0 VDC): <box>1155 118 1428 125</box>
item-text: Mise en garde (le cas échéant) : Veuillez vous reporter aux importantes informations (p. ex., informations électriques, de sécurité, etc.) imprimées sur le dessous ou le panneau arrière de l'unité avant de procéder à son installation ou à son utilisation. <box>779 582 1113 597</box>
list-item <box>768 852 1113 875</box>
ukca-address: inMusic Europe Ltd Abbey House SF5 282 Farnborough Road Farnborough GU14 7NA United Kingdom <box>1410 404 1486 434</box>
item-text: Eau et humidité (le cas échéant) : Ne pas utiliser l'appareil près d'une source d'eau. L'appareil ne doit pas être exposé à des gouttes ou à des éclaboussures et aucun objet rempli de liquide, tel qu'un vase, ne doit être placé sur l'appareil. Les équipements électriques ne doivent JAMAIS être conservés ou rangés dans des environnements humides. <box>779 611 1113 633</box>
list-item <box>22 921 361 936</box>
item-text: Agua y humedad (si es aplicable): No utilice este aparato cerca del agua. El aparato no debe exponerse a goteos o salpicaduras, y sobre él no debe colocarse ningún recipiente con líquido, tales como jarrones o floreros. Los equipos eléctricos nunca deben colocarse o almacenarse en ambientes húmedos. <box>33 613 361 635</box>
list-item <box>768 663 1113 686</box>
language-name: Français <box>22 276 76 293</box>
